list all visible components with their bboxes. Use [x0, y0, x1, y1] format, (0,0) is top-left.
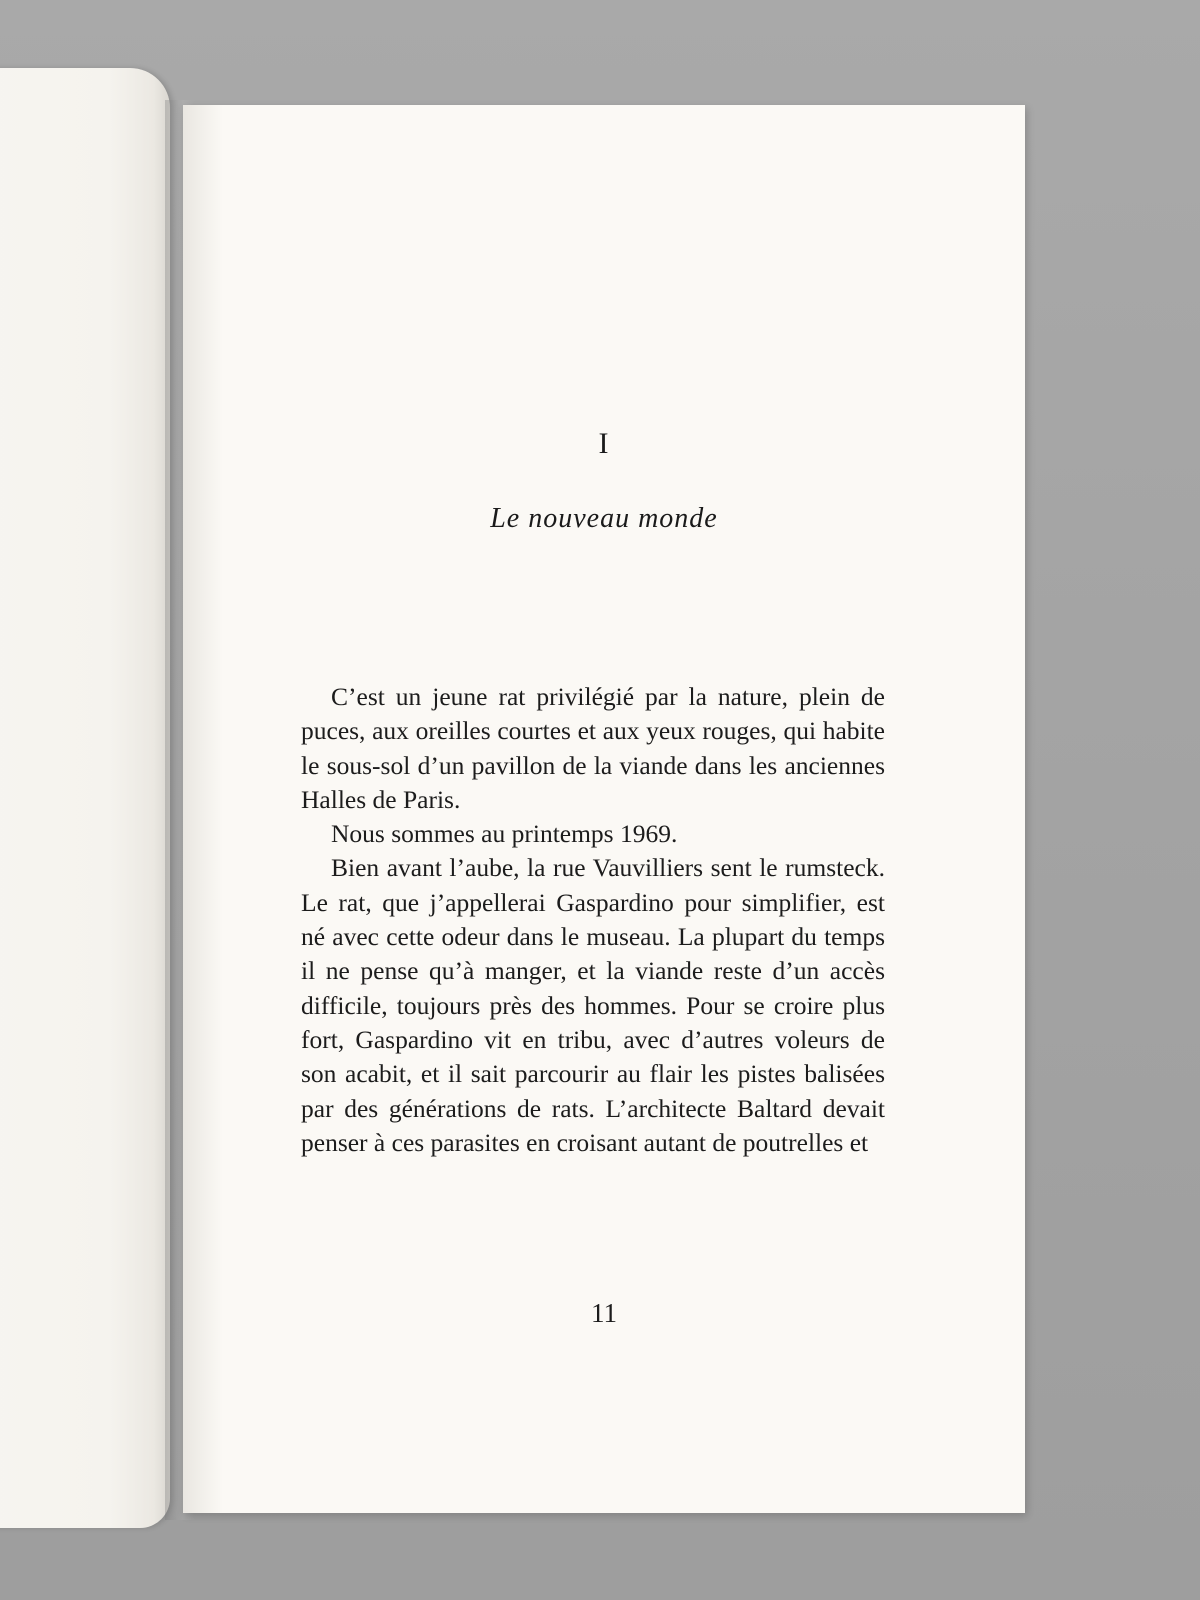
body-text	[301, 680, 885, 1160]
paragraph: Nous sommes au printemps 1969.	[331, 819, 678, 849]
chapter-number: I	[598, 427, 610, 460]
paragraph: Bien avant l’aube, la rue Vauvilliers sent le rumsteck. Le rat, que j’appellerai Gaspardino pour simplifier, est né avec cette odeur dans le museau. La plupart du temps il ne pense qu’à manger, et la viande reste d’un accès difficile, toujours près des hommes. Pour se croire plus fort, Gaspardino vit en tribu, avec d’autres voleurs de son acabit, et il sait parcourir au flair les pistes balisées par des générations de rats. L’architecte Baltard devait penser à ces parasites en croisant autant de poutrelles et	[301, 853, 885, 1157]
paragraph: C’est un jeune rat privilégié par la nature, plein de puces, aux oreilles courtes et aux yeux rouges, qui habite le sous-sol d’un pavillon de la viande dans les anciennes Halles de Paris.	[301, 682, 885, 814]
book-page	[183, 105, 1025, 1513]
left-page-edge	[0, 68, 170, 1528]
chapter-title: Le nouveau monde	[490, 503, 718, 534]
page-number: 11	[591, 1298, 617, 1328]
